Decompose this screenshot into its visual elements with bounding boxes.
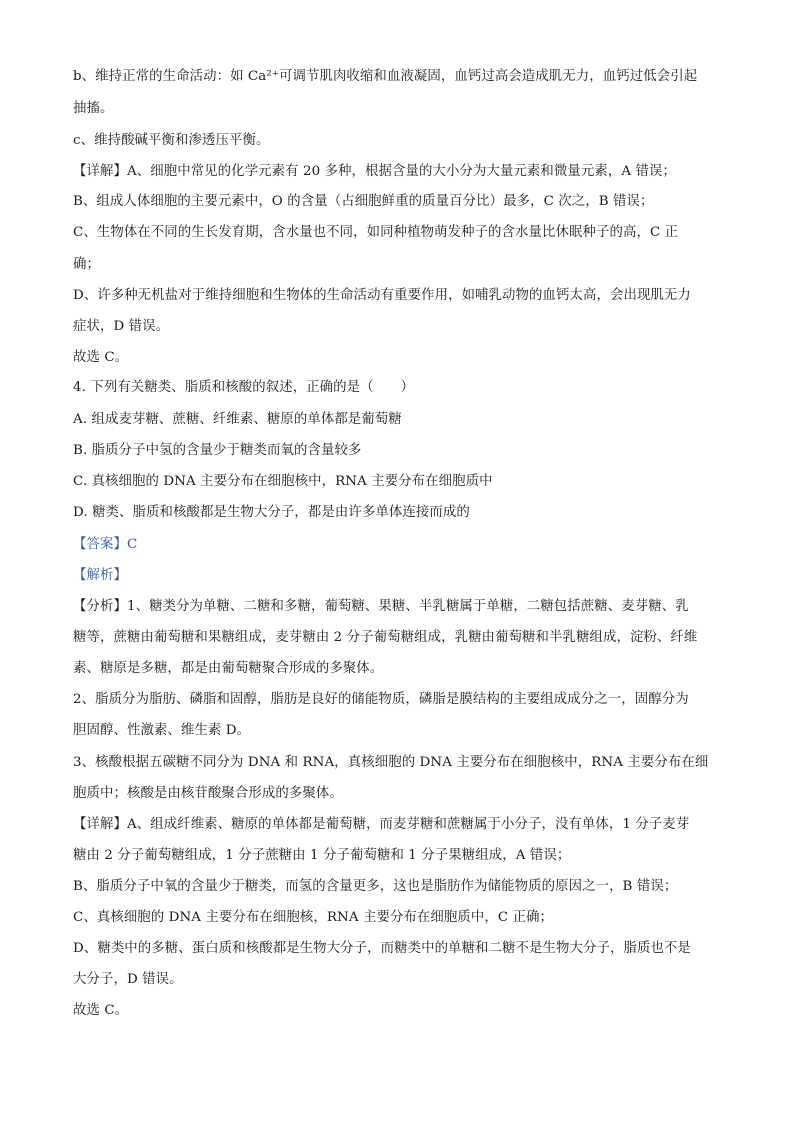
text-line: 症状，D 错误。 — [73, 319, 170, 334]
answer-label: 【答案】C — [73, 537, 138, 552]
text-line: c、维持酸碱平衡和渗透压平衡。 — [73, 133, 270, 148]
text-line: 2、脂质分为脂肪、磷脂和固醇，脂肪是良好的储能物质，磷脂是膜结构的主要组成成分之一，固醇分为 — [73, 692, 689, 707]
text-line: C、真核细胞的 DNA 主要分布在细胞核，RNA 主要分布在细胞质中，C 正确； — [73, 910, 554, 925]
text-line: 抽搐。 — [73, 101, 114, 116]
text-line: 【详解】A、细胞中常见的化学元素有 20 多种，根据含量的大小分为大量元素和微量元素，A 错误； — [73, 164, 676, 179]
text-line: 大分子，D 错误。 — [73, 972, 183, 987]
text-line: 胞质中；核酸是由核苷酸聚合形成的多聚体。 — [73, 786, 343, 801]
text-line: 故选 C。 — [73, 350, 129, 365]
text-line: 故选 C。 — [73, 1003, 129, 1018]
option-b: B. 脂质分子中氢的含量少于糖类而氧的含量较多 — [73, 443, 362, 458]
analysis-label: 【解析】 — [73, 568, 127, 583]
option-d: D. 糖类、脂质和核酸都是生物大分子，都是由许多单体连接而成的 — [73, 505, 470, 520]
text-line: 【分析】1、糖类分为单糖、二糖和多糖，葡萄糖、果糖、半乳糖属于单糖，二糖包括蔗糖、麦芽糖、乳 — [73, 599, 689, 614]
text-line: D、糖类中的多糖、蛋白质和核酸都是生物大分子，而糖类中的单糖和二糖不是生物大分子，脂质也不是 — [73, 941, 691, 956]
text-line: C、生物体在不同的生长发育期，含水量也不同，如同种植物萌发种子的含水量比休眠种子的高，C 正 — [73, 225, 679, 240]
text-line: 糖等，蔗糖由葡萄糖和果糖组成，麦芽糖由 2 分子葡萄糖组成，乳糖由葡萄糖和半乳糖组成，淀粉、纤维 — [73, 630, 698, 645]
text-line: 胆固醇、性激素、维生素 D。 — [73, 723, 251, 738]
text-line: 确； — [73, 257, 100, 272]
text-line: B、脂质分子中氧的含量少于糖类，而氢的含量更多，这也是脂肪作为储能物质的原因之一，B 错误； — [73, 879, 678, 894]
text-line: 糖由 2 分子葡萄糖组成，1 分子蔗糖由 1 分子葡萄糖和 1 分子果糖组成，A 错误； — [73, 848, 571, 863]
text-line: 3、核酸根据五碳糖不同分为 DNA 和 RNA，真核细胞的 DNA 主要分布在细胞核中，RNA 主要分布在细 — [73, 755, 709, 770]
option-c: C. 真核细胞的 DNA 主要分布在细胞核中，RNA 主要分布在细胞质中 — [73, 474, 493, 489]
text-line: D、许多种无机盐对于维持细胞和生物体的生命活动有重要作用，如哺乳动物的血钙太高，会出现肌无力 — [73, 288, 691, 303]
option-a: A. 组成麦芽糖、蔗糖、纤维素、糖原的单体都是葡萄糖 — [73, 412, 402, 427]
text-line: b、维持正常的生命活动：如 Ca²⁺可调节肌肉收缩和血液凝固，血钙过高会造成肌无力，血钙过低会引起 — [73, 69, 698, 84]
text-line: 【详解】A、组成纤维素、糖原的单体都是葡萄糖，而麦芽糖和蔗糖属于小分子，没有单体，1 分子麦芽 — [73, 817, 690, 832]
text-line: 素、糖原是多糖，都是由葡萄糖聚合形成的多聚体。 — [73, 661, 384, 676]
text-line: B、组成人体细胞的主要元素中，O 的含量（占细胞鲜重的质量百分比）最多，C 次之，B 错误； — [73, 194, 654, 209]
question-stem: 4. 下列有关糖类、脂质和核酸的叙述，正确的是（ ） — [73, 380, 415, 395]
